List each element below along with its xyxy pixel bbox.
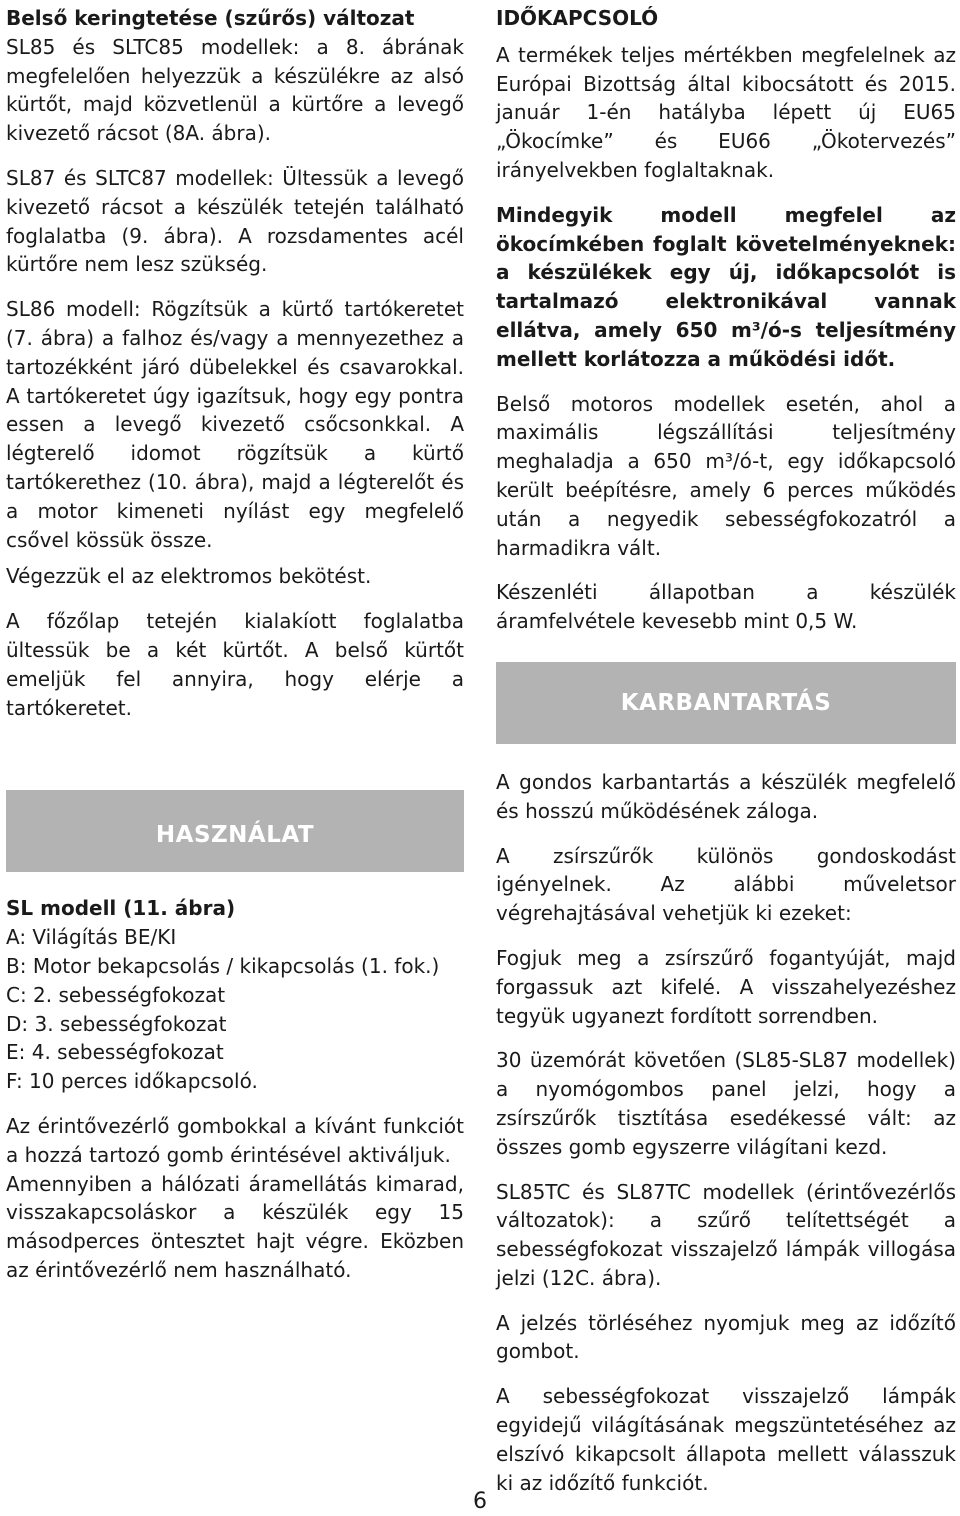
section-banner-usage: HASZNÁLAT	[6, 790, 464, 872]
paragraph-standby: Készenléti állapotban a készülék áramfelvétele kevesebb mint 0,5 W.	[496, 580, 956, 634]
paragraph-touch-controls: Az érintővezérlő gombokkal a kívánt funkciót a hozzá tartozó gomb érintésével aktiváljuk.	[6, 1113, 464, 1167]
list-item: E: 4. sebességfokozat	[6, 1040, 224, 1065]
list-item: D: 3. sebességfokozat	[6, 1011, 227, 1036]
section-heading-timer: IDŐKAPCSOLÓ	[496, 6, 659, 30]
paragraph-filter-handle: Fogjuk meg a zsírszűrő fogantyúját, majd forgassuk azt kifelé. A visszahelyezéshez tegyük ugyanezt fordított sorrendben.	[496, 945, 956, 1028]
paragraph-sl85: SL85 és SLTC85 modellek: a 8. ábrának megfelelően helyezzük a készülékre az alsó kürtőt, majd közvetlenül a kürtőre a levegő kivezető rácsot (8A. ábra).	[6, 34, 464, 146]
paragraph-30-hours: 30 üzemórát követően (SL85-SL87 modellek) a nyomógombos panel jelzi, hogy a zsírszűrők tisztítása esedékessé vált: az összes gomb egyszerre világítani kezd.	[496, 1048, 956, 1159]
paragraph-stop-lights: A sebességfokozat visszajelző lámpák egyidejű világításának megszüntetéséhez az elszívó kikapcsolt állapota mellett válasszuk ki az időzítő funkciót.	[496, 1384, 956, 1495]
paragraph-maintenance-intro: A gondos karbantartás a készülék megfelelő és hosszú működésének záloga.	[496, 769, 956, 823]
paragraph-eu-compliance: A termékek teljes mértékben megfelelnek az Európai Bizottság által kibocsátott és 2015. január 1-én hatályba lépett új EU65 „Ökocímke” és EU66 „Ökotervezés” irányelvekben foglaltaknak.	[496, 42, 956, 182]
list-item: A: Világítás BE/KI	[6, 925, 177, 950]
paragraph-touch-models: SL85TC és SL87TC modellek (érintővezérlős változatok): a szűrő telítettségét a sebességfokozat visszajelző lámpák villogása jelzi (12C. ábra).	[496, 1179, 956, 1290]
paragraph-reset-signal: A jelzés törléséhez nyomjuk meg az időzítő gombot.	[496, 1310, 956, 1364]
paragraph-sl86: SL86 modell: Rögzítsük a kürtő tartókeretet (7. ábra) a falhoz és/vagy a mennyezethez a tartozékként járó dübelekkel és csavarokkal. A tartókeretet úgy igazítsuk, hogy egy pontra essen a levegő kivezető csőcsonkkal. A légterelő idomot rögzítsük a kürtő tartókerethez (10. ábra), majd a légterelőt és a motor kimeneti nyílást egy megfelelő csővel kössük össze.	[6, 297, 464, 552]
page-number: 6	[473, 1489, 487, 1514]
left-column	[6, 4, 464, 1285]
paragraph-ecolabel: Mindegyik modell megfelel az ökocímkében foglalt követelményeknek: a készülékek egy új, időkapcsolót is tartalmazó elektronikával vannak ellátva, amely 650 m³/ó-s teljesítmény mellett korlátozza a működési időt.	[496, 202, 956, 371]
paragraph-internal-motor: Belső motoros modellek esetén, ahol a maximális légszállítási teljesítmény meghaladja a 650 m³/ó-t, egy időkapcsoló került beépítésre, amely 6 perces működés után a negyedik sebességfokozatról a harmadikra vált.	[496, 391, 956, 560]
list-item: F: 10 perces időkapcsoló.	[6, 1069, 258, 1094]
right-column	[496, 4, 956, 1497]
paragraph-power-failure: Amennyiben a hálózati áramellátás kimarad, visszakapcsoláskor a készülék egy 15 másodperces öntesztet hajt végre. Eközben az érintővezérlő nem használható.	[6, 1171, 464, 1282]
paragraph-sl87: SL87 és SLTC87 modellek: Ültessük a levegő kivezető rácsot a készülék tetején található foglalatba (9. ábra). A rozsdamentes acél kürtőre nem lesz szükség.	[6, 165, 464, 277]
section-banner-maintenance: KARBANTARTÁS	[496, 662, 956, 744]
section-heading-recirculation: Belső keringtetése (szűrős) változat	[6, 6, 415, 30]
list-title-sl-model: SL modell (11. ábra)	[6, 896, 236, 921]
list-item: B: Motor bekapcsolás / kikapcsolás (1. fok.)	[6, 953, 440, 978]
list-item: C: 2. sebességfokozat	[6, 982, 226, 1007]
paragraph-electrical: Végezzük el az elektromos bekötést.	[6, 564, 372, 589]
paragraph-grease-filters: A zsírszűrők különös gondoskodást igényelnek. Az alábbi műveletsor végrehajtásával vehetjük ki ezeket:	[496, 843, 956, 926]
paragraph-chimney: A főzőlap tetején kialakíott foglalatba ültessük be a két kürtőt. A belső kürtőt emeljük fel annyira, hogy elérje a tartókeretet.	[6, 609, 464, 720]
